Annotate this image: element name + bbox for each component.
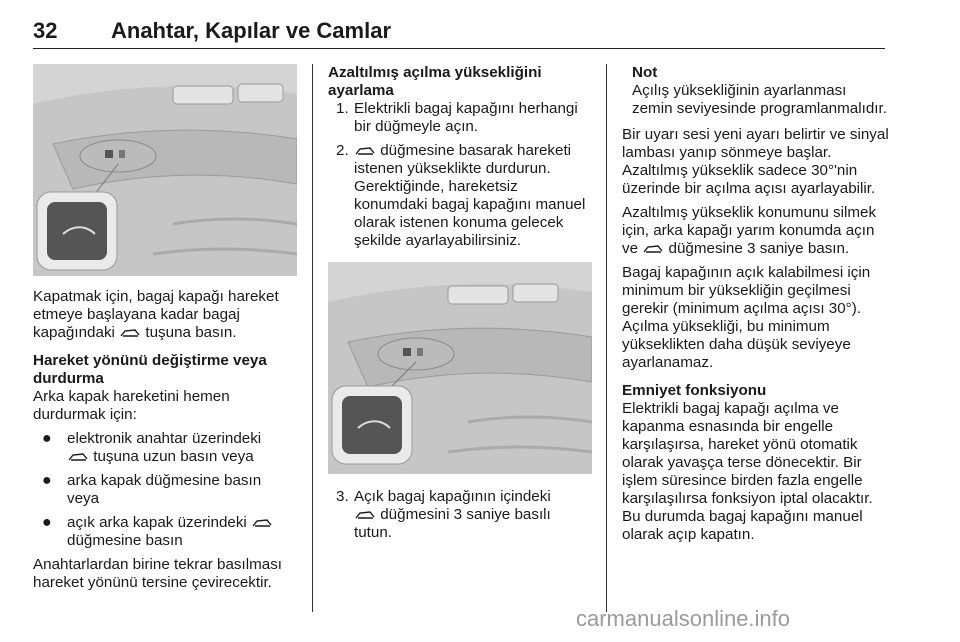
list-item [328,100,592,136]
list-item [33,514,297,550]
delete-height-text-b: düğmesine 3 saniye basın. [668,240,850,257]
minimum-height-text: Bagaj kapağının açık kalabilmesi için minimum bir yüksekliğin geçilmesi gerekir (minimum açılma açısı 30°). Açılma yüksekliği, bu minimum yükseklikten daha düşük seviyeye ayarlanamaz. [622,264,871,371]
close-instruction-text-b: tuşuna basın. [145,324,237,341]
list-item [328,142,592,250]
tailgate-icon [354,509,376,521]
tailgate-button-illustration [33,64,297,276]
step-3-text-b: düğmesini 3 saniye basılı tutun. [354,506,551,541]
watermark: carmanualsonline.info [576,606,791,631]
note-title: Not [632,64,658,81]
bullet-3-text-b: düğmesine basın [67,532,183,549]
column-1 [33,64,297,592]
close-instruction-text-a: Kapatmak için, bagaj kapağı hareket etmeye başlayana kadar bagaj kapağındaki [33,288,279,341]
step-number: 3. [336,488,349,505]
page-number: 32 [33,18,58,43]
bullet-1-text-b: tuşuna uzun basın veya [93,448,254,465]
tailgate-icon [251,517,273,529]
tailgate-icon [354,145,376,157]
tailgate-icon [67,451,89,463]
tailgate-icon [119,327,141,339]
list-item [33,430,297,466]
warning-sound-text: Bir uyarı sesi yeni ayarı belirtir ve sinyal lambası yanıp sönmeye başlar. Azaltılmış yükseklik sadece 30°'nin üzerinde bir açılma açısı ayarlayabilir. [622,126,889,197]
section-heading-reduced-height: Azaltılmış açılma yüksekliğini ayarlama [328,64,542,99]
note-box [622,64,890,118]
step-3-text-a: Açık bagaj kapağının içindeki [354,488,551,505]
bullet-2-text: arka kapak düğmesine basın veya [67,472,262,507]
list-item [328,488,592,542]
section-heading-safety: Emniyet fonksiyonu [622,382,767,399]
step-number: 1. [336,100,349,117]
column-3 [622,64,890,544]
column-2 [328,64,592,542]
reverse-direction-text: Anahtarlardan birine tekrar basılması hareket yönünü tersine çevirecektir. [33,556,283,591]
delete-height-text-a: Azaltılmış yükseklik konumunu silmek için, arka kapağı yarım konumda açın ve [622,204,877,257]
bullet-dot-icon: ● [42,472,52,489]
stop-intro-text: Arka kapak hareketini hemen durdurmak için: [33,388,230,423]
step-number: 2. [336,142,349,159]
note-text: Açılış yüksekliğinin ayarlanması zemin seviyesinde programlanmalıdır. [632,82,887,117]
tailgate-icon [642,243,664,255]
step-1-text: Elektrikli bagaj kapağını herhangi bir düğmeyle açın. [354,100,578,135]
bullet-1-text-a: elektronik anahtar üzerindeki [67,430,262,447]
tailgate-inner-button-illustration [328,262,592,474]
bullet-3-text-a: açık arka kapak üzerindeki [67,514,247,531]
page-header [33,12,885,49]
column-divider-1 [312,64,313,612]
safety-function-text: Elektrikli bagaj kapağı açılma ve kapanma esnasında bir engelle karşılaşırsa, hareket yönü otomatik olarak yavaşça terse dönecektir. Bir işlem süresince birden fazla engelle karşılaşılırsa fonksiyon iptal olacaktır. Bu durumda bagaj kapağını manuel olarak açıp kapatın. [622,400,873,543]
step-2-text: düğmesine basarak hareketi istenen yükseklikte durdurun. Gerektiğinde, hareketsiz konumdaki bagaj kapağını manuel olarak istenen konuma gelecek şekilde ayarlayabilirsiniz. [354,142,586,249]
chapter-title: Anahtar, Kapılar ve Camlar [111,18,392,43]
tailgate-inner-illustration-svg [328,262,592,474]
tailgate-illustration-svg [33,64,297,276]
column-divider-2 [606,64,607,612]
bullet-dot-icon: ● [42,514,52,531]
list-item [33,472,297,508]
bullet-dot-icon: ● [42,430,52,447]
section-heading-direction: Hareket yönünü değiştirme veya durdurma [33,352,267,387]
